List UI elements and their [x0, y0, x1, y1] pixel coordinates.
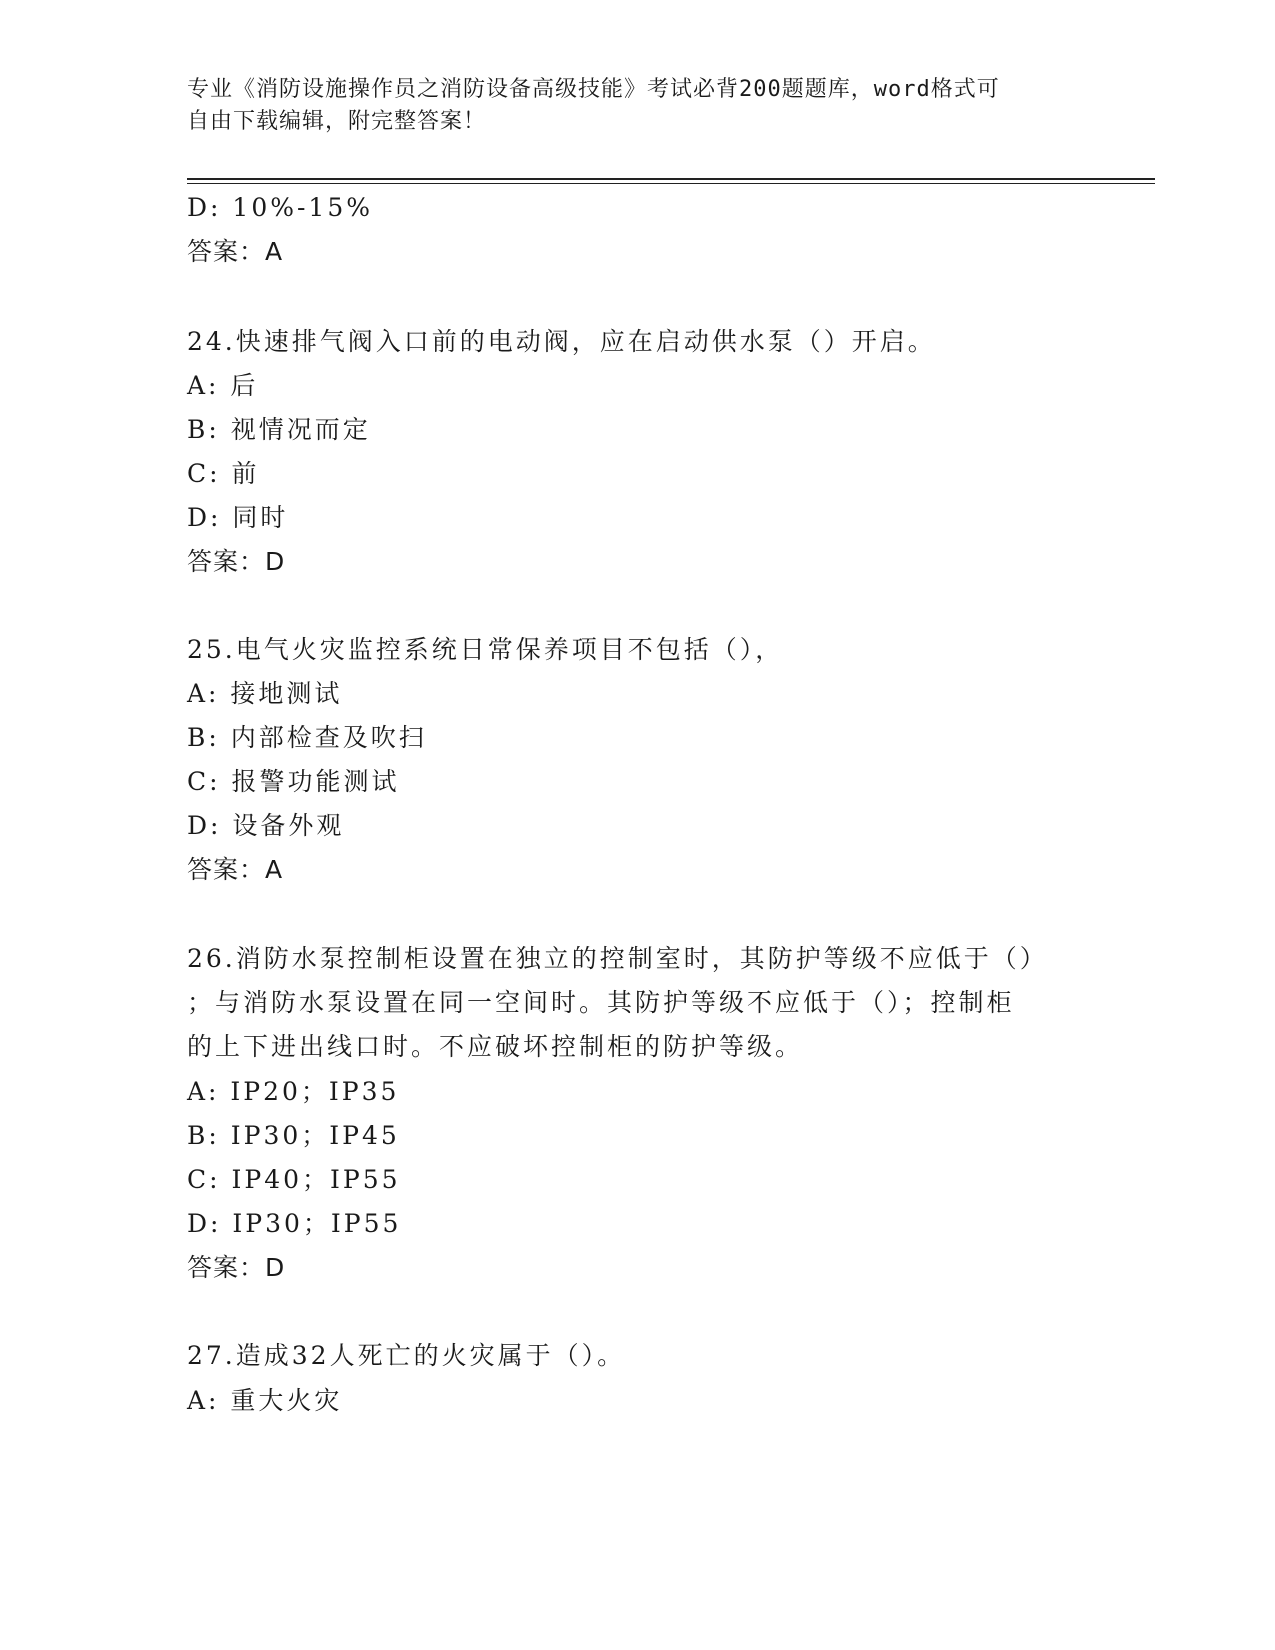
q23-answer: 答案：A: [187, 237, 284, 266]
q24-answer: 答案：D: [187, 547, 286, 576]
document-header: [187, 74, 1067, 138]
q26-answer: 答案：D: [187, 1253, 286, 1282]
q26-question-line-3: 的上下进出线口时。不应破坏控制柜的防护等级。: [187, 1032, 804, 1061]
q24-option-c: C: 前: [187, 459, 260, 488]
q25-option-b: B: 内部检查及吹扫: [187, 723, 427, 752]
header-title-line-1: 专业《消防设施操作员之消防设备高级技能》考试必背200题题库，word格式可: [187, 77, 1000, 102]
header-divider-thick: [187, 178, 1155, 180]
q25-question: 25.电气火灾监控系统日常保养项目不包括（），: [187, 635, 784, 664]
q26-option-c: C: IP40；IP55: [187, 1165, 401, 1194]
header-divider-thin: [187, 183, 1155, 184]
q24-option-a: A: 后: [187, 371, 259, 400]
q27-option-a: A: 重大火灾: [187, 1386, 343, 1415]
q24-question: 24.快速排气阀入口前的电动阀，应在启动供水泵（）开启。: [187, 327, 936, 356]
q24-option-d: D: 同时: [187, 503, 289, 532]
header-title-line-2: 自由下载编辑，附完整答案！: [187, 109, 487, 134]
q24-option-b: B: 视情况而定: [187, 415, 371, 444]
q25-option-c: C: 报警功能测试: [187, 767, 400, 796]
q25-answer: 答案：A: [187, 855, 284, 884]
q26-question-line-1: 26.消防水泵控制柜设置在独立的控制室时，其防护等级不应低于（）: [187, 944, 1048, 973]
q25-option-a: A: 接地测试: [187, 679, 343, 708]
q26-option-a: A: IP20；IP35: [187, 1077, 400, 1106]
q26-question-line-2: ；与消防水泵设置在同一空间时。其防护等级不应低于（）；控制柜: [187, 988, 1015, 1017]
q26-option-b: B: IP30；IP45: [187, 1121, 400, 1150]
q27-question: 27.造成32人死亡的火灾属于（）。: [187, 1341, 626, 1370]
q25-option-d: D: 设备外观: [187, 811, 345, 840]
q23-option-d: D: 10%-15%: [187, 193, 373, 222]
q26-option-d: D: IP30；IP55: [187, 1209, 402, 1238]
